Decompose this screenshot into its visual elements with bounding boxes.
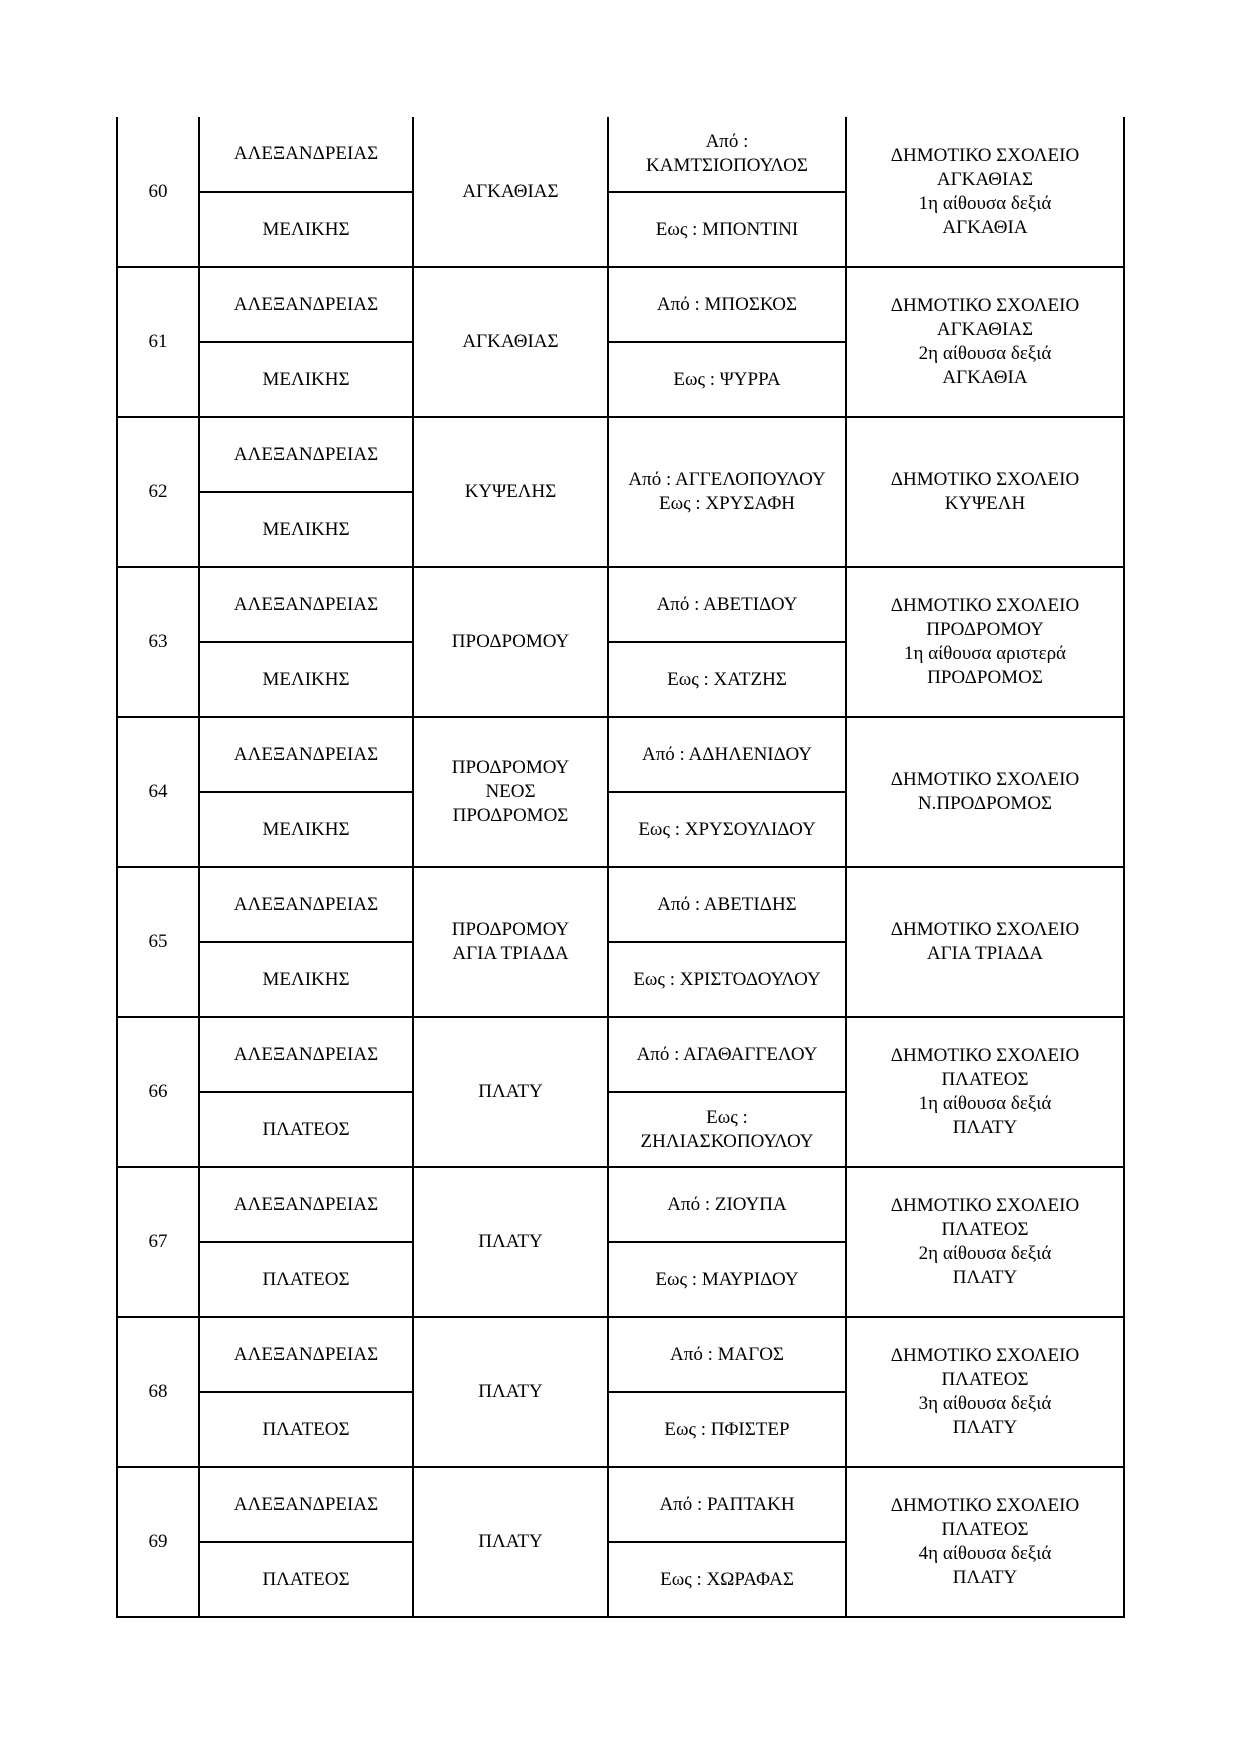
municipality-cell: ΑΛΕΞΑΝΔΡΕΙΑΣ: [199, 567, 413, 642]
municipality-cell: ΑΛΕΞΑΝΔΡΕΙΑΣ: [199, 717, 413, 792]
municipal-unit-cell: ΜΕΛΙΚΗΣ: [199, 492, 413, 567]
section-number-cell: 66: [117, 1017, 199, 1167]
municipal-unit-cell: ΠΛΑΤΕΟΣ: [199, 1542, 413, 1617]
surname-from-cell: Από : ΑΓΑΘΑΓΓΕΛΟΥ: [608, 1017, 846, 1092]
community-cell: ΠΛΑΤΥ: [413, 1467, 608, 1617]
municipal-unit-cell: ΜΕΛΙΚΗΣ: [199, 792, 413, 867]
section-number-cell: 60: [117, 117, 199, 267]
surname-to-cell: Εως : ΠΦΙΣΤΕΡ: [608, 1392, 846, 1467]
community-cell: ΠΡΟΔΡΟΜΟΥ: [413, 567, 608, 717]
table-row: [117, 1317, 1124, 1392]
municipality-cell: ΑΛΕΞΑΝΔΡΕΙΑΣ: [199, 1017, 413, 1092]
polling-station-cell: ΔΗΜΟΤΙΚΟ ΣΧΟΛΕΙΟ ΠΡΟΔΡΟΜΟΥ 1η αίθουσα αριστερά ΠΡΟΔΡΟΜΟΣ: [846, 567, 1124, 717]
section-number-cell: 68: [117, 1317, 199, 1467]
polling-stations-table: [116, 117, 1125, 1618]
surname-from-cell: Από : ΜΠΟΣΚΟΣ: [608, 267, 846, 342]
municipality-cell: ΑΛΕΞΑΝΔΡΕΙΑΣ: [199, 1467, 413, 1542]
table-row: [117, 117, 1124, 192]
community-cell: ΠΛΑΤΥ: [413, 1017, 608, 1167]
community-cell: ΑΓΚΑΘΙΑΣ: [413, 117, 608, 267]
polling-station-cell: ΔΗΜΟΤΙΚΟ ΣΧΟΛΕΙΟ ΠΛΑΤΕΟΣ 1η αίθουσα δεξιά ΠΛΑΤΥ: [846, 1017, 1124, 1167]
surname-to-cell: Εως : ΧΡΙΣΤΟΔΟΥΛΟΥ: [608, 942, 846, 1017]
section-number-cell: 67: [117, 1167, 199, 1317]
surname-to-cell: Εως : ΨΥΡΡΑ: [608, 342, 846, 417]
table-row: [117, 567, 1124, 642]
municipal-unit-cell: ΜΕΛΙΚΗΣ: [199, 642, 413, 717]
polling-station-cell: ΔΗΜΟΤΙΚΟ ΣΧΟΛΕΙΟ Ν.ΠΡΟΔΡΟΜΟΣ: [846, 717, 1124, 867]
section-number-cell: 64: [117, 717, 199, 867]
table-row: [117, 1017, 1124, 1092]
polling-station-cell: ΔΗΜΟΤΙΚΟ ΣΧΟΛΕΙΟ ΠΛΑΤΕΟΣ 3η αίθουσα δεξιά ΠΛΑΤΥ: [846, 1317, 1124, 1467]
municipality-cell: ΑΛΕΞΑΝΔΡΕΙΑΣ: [199, 267, 413, 342]
polling-station-cell: ΔΗΜΟΤΙΚΟ ΣΧΟΛΕΙΟ ΠΛΑΤΕΟΣ 2η αίθουσα δεξιά ΠΛΑΤΥ: [846, 1167, 1124, 1317]
surname-to-cell: Εως : ΖΗΛΙΑΣΚΟΠΟΥΛΟΥ: [608, 1092, 846, 1167]
surname-from-cell: Από : ΚΑΜΤΣΙΟΠΟΥΛΟΣ: [608, 117, 846, 192]
polling-station-cell: ΔΗΜΟΤΙΚΟ ΣΧΟΛΕΙΟ ΑΓΙΑ ΤΡΙΑΔΑ: [846, 867, 1124, 1017]
municipal-unit-cell: ΜΕΛΙΚΗΣ: [199, 192, 413, 267]
municipality-cell: ΑΛΕΞΑΝΔΡΕΙΑΣ: [199, 867, 413, 942]
community-cell: ΠΡΟΔΡΟΜΟΥ ΑΓΙΑ ΤΡΙΑΔΑ: [413, 867, 608, 1017]
municipal-unit-cell: ΠΛΑΤΕΟΣ: [199, 1092, 413, 1167]
table-row: [117, 717, 1124, 792]
surname-from-cell: Από : ΑΔΗΛΕΝΙΔΟΥ: [608, 717, 846, 792]
surname-from-cell: Από : ΜΑΓΟΣ: [608, 1317, 846, 1392]
community-cell: ΚΥΨΕΛΗΣ: [413, 417, 608, 567]
municipality-cell: ΑΛΕΞΑΝΔΡΕΙΑΣ: [199, 117, 413, 192]
section-number-cell: 62: [117, 417, 199, 567]
polling-stations-table-body: [117, 117, 1124, 1617]
table-row: [117, 1467, 1124, 1542]
municipal-unit-cell: ΜΕΛΙΚΗΣ: [199, 942, 413, 1017]
polling-station-cell: ΔΗΜΟΤΙΚΟ ΣΧΟΛΕΙΟ ΚΥΨΕΛΗ: [846, 417, 1124, 567]
community-cell: ΠΛΑΤΥ: [413, 1317, 608, 1467]
polling-station-cell: ΔΗΜΟΤΙΚΟ ΣΧΟΛΕΙΟ ΠΛΑΤΕΟΣ 4η αίθουσα δεξιά ΠΛΑΤΥ: [846, 1467, 1124, 1617]
table-row: [117, 417, 1124, 492]
surname-to-cell: Εως : ΧΡΥΣΟΥΛΙΔΟΥ: [608, 792, 846, 867]
municipality-cell: ΑΛΕΞΑΝΔΡΕΙΑΣ: [199, 417, 413, 492]
municipality-cell: ΑΛΕΞΑΝΔΡΕΙΑΣ: [199, 1167, 413, 1242]
surname-to-cell: Εως : ΧΩΡΑΦΑΣ: [608, 1542, 846, 1617]
community-cell: ΑΓΚΑΘΙΑΣ: [413, 267, 608, 417]
surname-from-cell: Από : ΖΙΟΥΠΑ: [608, 1167, 846, 1242]
surname-from-cell: Από : ΑΒΕΤΙΔΟΥ: [608, 567, 846, 642]
community-cell: ΠΡΟΔΡΟΜΟΥ ΝΕΟΣ ΠΡΟΔΡΟΜΟΣ: [413, 717, 608, 867]
section-number-cell: 69: [117, 1467, 199, 1617]
polling-station-cell: ΔΗΜΟΤΙΚΟ ΣΧΟΛΕΙΟ ΑΓΚΑΘΙΑΣ 2η αίθουσα δεξιά ΑΓΚΑΘΙΑ: [846, 267, 1124, 417]
polling-station-cell: ΔΗΜΟΤΙΚΟ ΣΧΟΛΕΙΟ ΑΓΚΑΘΙΑΣ 1η αίθουσα δεξιά ΑΓΚΑΘΙΑ: [846, 117, 1124, 267]
surname-from-cell: Από : ΑΒΕΤΙΔΗΣ: [608, 867, 846, 942]
section-number-cell: 65: [117, 867, 199, 1017]
surname-to-cell: Εως : ΧΑΤΖΗΣ: [608, 642, 846, 717]
surname-to-cell: Εως : ΜΑΥΡΙΔΟΥ: [608, 1242, 846, 1317]
table-row: [117, 267, 1124, 342]
table-row: [117, 867, 1124, 942]
surname-range-cell: Από : ΑΓΓΕΛΟΠΟΥΛΟΥ Εως : ΧΡΥΣΑΦΗ: [608, 417, 846, 567]
community-cell: ΠΛΑΤΥ: [413, 1167, 608, 1317]
municipal-unit-cell: ΠΛΑΤΕΟΣ: [199, 1392, 413, 1467]
section-number-cell: 61: [117, 267, 199, 417]
table-row: [117, 1167, 1124, 1242]
municipal-unit-cell: ΠΛΑΤΕΟΣ: [199, 1242, 413, 1317]
surname-from-cell: Από : ΡΑΠΤΑΚΗ: [608, 1467, 846, 1542]
section-number-cell: 63: [117, 567, 199, 717]
surname-to-cell: Εως : ΜΠΟΝΤΙΝΙ: [608, 192, 846, 267]
municipality-cell: ΑΛΕΞΑΝΔΡΕΙΑΣ: [199, 1317, 413, 1392]
municipal-unit-cell: ΜΕΛΙΚΗΣ: [199, 342, 413, 417]
